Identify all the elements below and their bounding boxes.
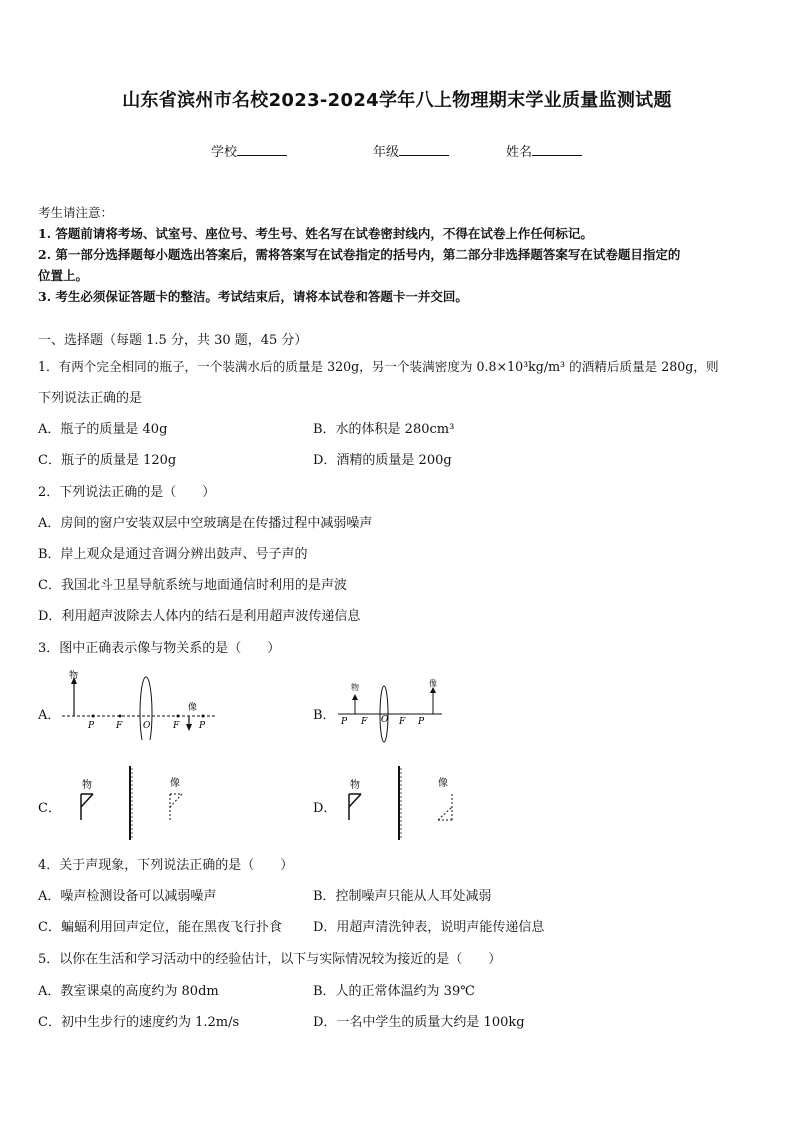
- q4-option-c: C．蝙蝠利用回声定位，能在黑夜飞行扑食: [38, 920, 282, 935]
- svg-text:O: O: [143, 721, 151, 731]
- svg-text:像: 像: [438, 778, 448, 789]
- q3-a-obj-text: 物: [69, 671, 79, 681]
- q3-diagram-a: [60, 668, 220, 740]
- q5-option-d: D．一名中学生的质量大约是 100kg: [313, 1015, 525, 1030]
- notice-item-2: 2. 第一部分选择题每小题选出答案后，需将答案写在试卷指定的括号内，第二部分非选择题答案写在试卷题目指定的: [38, 247, 681, 262]
- q1-stem-line2: 下列说法正确的是: [38, 391, 143, 406]
- q3-option-a-label: A．: [38, 708, 61, 723]
- q1-option-a: A．瓶子的质量是 40g: [38, 422, 168, 437]
- q5-stem: 5．以你在生活和学习活动中的经验估计，以下与实际情况较为接近的是（ ）: [38, 952, 502, 967]
- svg-text:P: P: [418, 717, 425, 727]
- page-title: 山东省滨州市名校2023-2024学年八上物理期末学业质量监测试题: [122, 90, 672, 111]
- svg-text:P: P: [199, 721, 206, 731]
- svg-text:物: 物: [350, 780, 360, 791]
- svg-text:F: F: [173, 721, 180, 731]
- q5-option-c: C．初中生步行的速度约为 1.2m/s: [38, 1015, 240, 1030]
- svg-text:像: 像: [429, 679, 437, 688]
- grade-label: 年级: [373, 145, 400, 160]
- grade-field: [373, 141, 449, 160]
- notice-heading: 考生请注意：: [38, 205, 114, 220]
- notice-item-3: 3. 考生必须保证答题卡的整洁。考试结束后，请将本试卷和答题卡一并交回。: [38, 289, 468, 304]
- q4-option-d: D．用超声清洗钟表，说明声能传递信息: [313, 920, 545, 935]
- q3-diagram-d: [344, 764, 464, 842]
- q2-option-c: C．我国北斗卫星导航系统与地面通信时利用的是声波: [38, 578, 347, 593]
- q4-option-b: B．控制噪声只能从人耳处减弱: [313, 889, 492, 904]
- svg-text:像: 像: [170, 778, 180, 789]
- name-field: [506, 141, 582, 160]
- svg-text:P: P: [88, 721, 95, 731]
- school-label: 学校: [211, 145, 238, 160]
- q1-option-c: C．瓶子的质量是 120g: [38, 453, 177, 468]
- q5-option-a: A．教室课桌的高度约为 80dm: [38, 984, 219, 999]
- q4-stem: 4．关于声现象，下列说法正确的是（ ）: [38, 858, 294, 873]
- q3-option-c-label: C．: [38, 801, 61, 816]
- svg-text:F: F: [361, 717, 368, 727]
- q2-option-d: D．利用超声波除去人体内的结石是利用超声波传递信息: [38, 609, 361, 624]
- q3-stem: 3．图中正确表示像与物关系的是（ ）: [38, 641, 281, 656]
- school-blank: [237, 143, 287, 156]
- q2-option-b: B．岸上观众是通过音调分辨出鼓声、号子声的: [38, 547, 308, 562]
- q1-option-b: B．水的体积是 280cm³: [313, 422, 455, 437]
- svg-text:物: 物: [82, 780, 92, 791]
- svg-text:O: O: [381, 715, 389, 725]
- q2-stem: 2．下列说法正确的是（ ）: [38, 485, 216, 500]
- name-blank: [532, 143, 582, 156]
- svg-text:F: F: [116, 721, 123, 731]
- q3-diagram-c: [74, 764, 194, 842]
- q2-option-a: A．房间的窗户安装双层中空玻璃是在传播过程中减弱噪声: [38, 516, 373, 531]
- q1-option-d: D．酒精的质量是 200g: [313, 453, 452, 468]
- svg-text:F: F: [399, 717, 406, 727]
- q5-option-b: B．人的正常体温约为 39℃: [313, 984, 475, 999]
- svg-text:像: 像: [188, 703, 198, 713]
- q3-option-d-label: D．: [313, 801, 337, 816]
- q3-option-b-label: B．: [313, 708, 336, 723]
- name-label: 姓名: [506, 145, 533, 160]
- notice-item-1: 1. 答题前请将考场、试室号、座位号、考生号、姓名写在试卷密封线内，不得在试卷上作任何标记。: [38, 226, 593, 241]
- q4-option-a: A．噪声检测设备可以减弱噪声: [38, 889, 217, 904]
- grade-blank: [399, 143, 449, 156]
- q1-stem-line1: 1．有两个完全相同的瓶子，一个装满水后的质量是 320g，另一个装满密度为 0.8×10³kg/m³ 的酒精后质量是 280g，则: [38, 359, 719, 374]
- school-field: [211, 141, 287, 160]
- svg-text:P: P: [341, 717, 348, 727]
- q3-diagram-b: [336, 678, 446, 744]
- section-heading: 一、选择题（每题 1.5 分，共 30 题，45 分）: [38, 333, 308, 348]
- notice-item-2-cont: 位置上。: [38, 268, 89, 283]
- svg-text:物: 物: [351, 683, 359, 692]
